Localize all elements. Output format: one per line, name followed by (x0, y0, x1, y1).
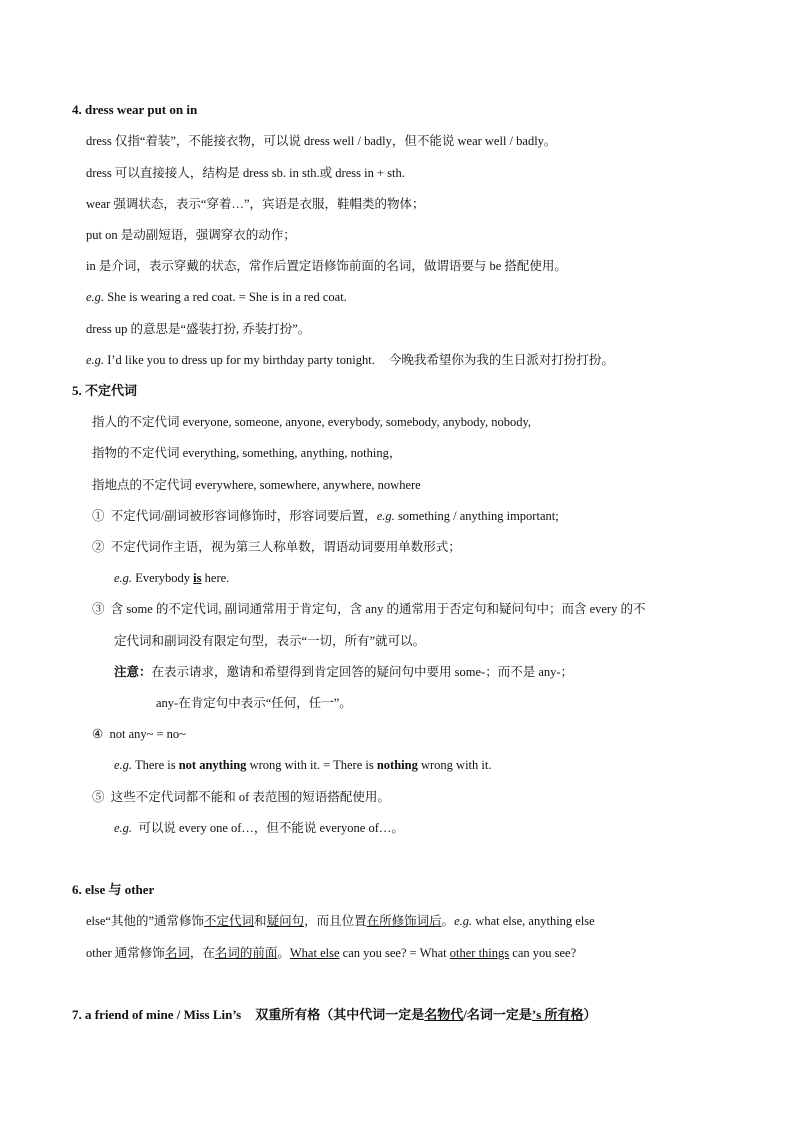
title-part: 双重所有格（其中代词一定是 (255, 1007, 425, 1022)
text-part: else“其他的”通常修饰 (86, 914, 205, 928)
section-7-title (72, 1006, 597, 1024)
section-6-line-2 (86, 944, 576, 962)
example-part: Everybody (135, 571, 191, 585)
rule-number: ② (92, 540, 105, 554)
rule-text: 不定代词作主语，视为第三人称单数，谓语动词要用单数形式； (110, 540, 461, 554)
note-label: 注意： (114, 665, 152, 679)
title-part: /名词一定是 (463, 1007, 532, 1022)
example-text: what else, anything else (475, 914, 595, 928)
text-part: ，而且位置 (304, 914, 367, 928)
eg-label: e.g. (454, 914, 473, 928)
underlined-term: 疑问句 (266, 914, 305, 928)
section-4-line-7: dress up 的意思是“盛装打扮, 乔装打扮”。 (86, 322, 311, 336)
rule-3-note (114, 663, 573, 681)
rule-5-example (114, 819, 404, 837)
eg-label: e.g. (86, 290, 105, 304)
example-text: 可以说 every one of…，但不能说 everyone of…。 (138, 821, 404, 835)
eg-label: e.g. (376, 509, 395, 523)
section-5-places: 指地点的不定代词 everywhere, somewhere, anywhere, nowhere (92, 478, 421, 492)
rule-number: ④ (92, 727, 104, 741)
section-5-people: 指人的不定代词 everyone, someone, anyone, everybody, somebody, anybody, nobody, (92, 415, 532, 429)
section-4-line-5: in 是介词，表示穿戴的状态，常作后置定语修饰前面的名词，做谓语要与 be 搭配使用。 (86, 259, 567, 273)
underlined-term: other things (449, 946, 510, 960)
underlined-term: 在所修饰词后 (366, 914, 442, 928)
rule-1 (92, 507, 559, 525)
section-6-title: 6. else 与 other (72, 882, 155, 897)
eg-label: e.g. (86, 353, 105, 367)
example-text: She is wearing a red coat. = She is in a red coat. (107, 290, 347, 304)
rule-example: something / anything important; (397, 509, 559, 523)
title-part: ） (583, 1007, 597, 1022)
rule-text: not any~ = no~ (109, 727, 186, 741)
underlined-term: 不定代词 (204, 914, 255, 928)
section-4-example-2 (86, 351, 614, 369)
text-part: can you see? = What (342, 946, 447, 960)
rule-text: 含 some 的不定代词, 副词通常用于肯定句，含 any 的通常用于否定句和疑问句中；而含 every 的不 (110, 602, 646, 616)
title-part: 7. a friend of mine / Miss Lin’s (72, 1007, 242, 1022)
underlined-term: ’s 所有格 (531, 1007, 584, 1022)
example-translation: 今晚我希望你为我的生日派对打扮打扮。 (388, 353, 614, 367)
example-bold: not anything (178, 758, 247, 772)
text-part: 和 (254, 914, 267, 928)
rule-3-continued: 定代词和副词没有限定句型，表示“一切，所有”就可以。 (114, 634, 426, 648)
section-6-line-1 (86, 912, 595, 930)
example-text: I’d like you to dress up for my birthday party tonight. (107, 353, 375, 367)
eg-label: e.g. (114, 821, 133, 835)
rule-text: 这些不定代词都不能和 of 表范围的短语搭配使用。 (110, 790, 390, 804)
rule-4-example (114, 756, 491, 774)
section-5-title: 5. 不定代词 (72, 383, 138, 398)
example-part: wrong with it. (420, 758, 492, 772)
eg-label: e.g. (114, 758, 133, 772)
underlined-term: 名词 (164, 946, 190, 960)
rule-text: 不定代词/副词被形容词修饰时，形容词要后置， (110, 509, 377, 523)
section-4-line-3: wear 强调状态，表示“穿着…”，宾语是衣服，鞋帽类的物体； (86, 197, 425, 211)
rule-number: ① (92, 509, 105, 523)
rule-3-note-2: any-在肯定句中表示“任何，任一”。 (156, 696, 352, 710)
rule-4 (92, 725, 186, 743)
section-4-line-2: dress 可以直接接人，结构是 dress sb. in sth.或 dress in + sth. (86, 166, 405, 180)
section-5-things: 指物的不定代词 everything, something, anything, nothing， (92, 446, 402, 460)
note-text: 在表示请求，邀请和希望得到肯定回答的疑问句中要用 some-；而不是 any-； (151, 665, 574, 679)
example-verb: is (193, 571, 202, 585)
underlined-term: 名物代 (424, 1007, 464, 1022)
rule-number: ③ (92, 602, 105, 616)
text-part: 。 (441, 914, 455, 928)
example-part: wrong with it. = There is (249, 758, 374, 772)
section-4-line-4: put on 是动副短语，强调穿衣的动作； (86, 228, 296, 242)
text-part: ，在 (189, 946, 215, 960)
text-part: can you see? (512, 946, 577, 960)
underlined-term: What else (289, 946, 340, 960)
example-part: There is (134, 758, 176, 772)
rule-3 (92, 600, 645, 618)
text-part: other 通常修饰 (86, 946, 165, 960)
rule-number: ⑤ (92, 790, 105, 804)
rule-2-example (114, 569, 229, 587)
rule-2 (92, 538, 461, 556)
section-4-title: 4. dress wear put on in (72, 102, 198, 117)
section-4-example-1 (86, 288, 347, 306)
rule-5 (92, 788, 390, 806)
section-4-line-1: dress 仅指“着装”，不能接衣物，可以说 dress well / badly，但不能说 wear well / badly。 (86, 134, 557, 148)
example-bold: nothing (376, 758, 418, 772)
example-part: here. (204, 571, 230, 585)
eg-label: e.g. (114, 571, 133, 585)
text-part: 。 (277, 946, 290, 960)
underlined-term: 名词的前面 (214, 946, 278, 960)
